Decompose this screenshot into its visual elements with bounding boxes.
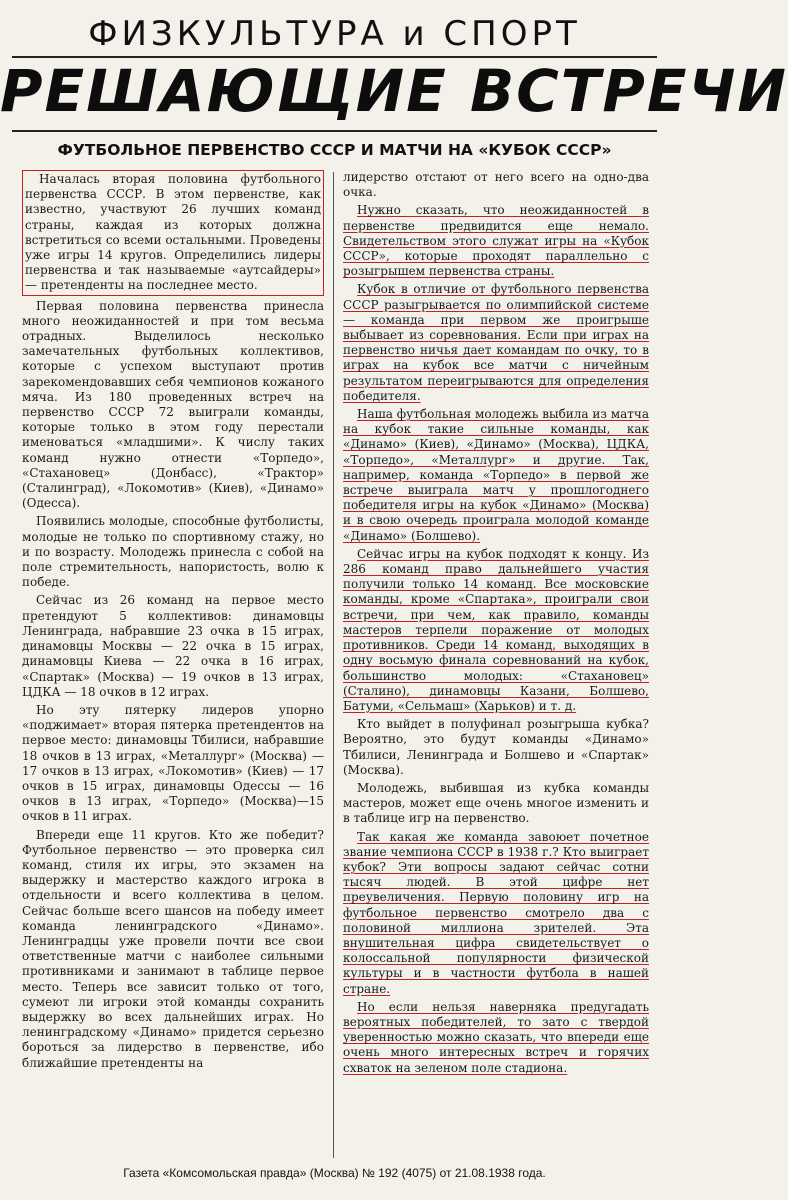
paragraph: Кубок в отличие от футбольного первенства СССР разыгрывается по олимпийской системе — команда при первом же проигрыше выбывает из соревнования. Если при играх на первенство ничья дает командам по очку, то в играх на кубок все матчи с ничейным результатом переигрываются для определения победителя. [343,282,649,403]
paragraph: Молодежь, выбившая из кубка команды мастеров, может еще очень многое изменить и в таблице игр на первенство. [343,780,649,826]
section-title: ФИЗКУЛЬТУРА и СПОРТ [88,14,581,54]
paragraph: Началась вторая половина футбольного первенства СССР. В этом первенстве, как известно, участвуют 26 лучших команд страны, каждая из которых должна встретиться со всеми остальными. Проведены уже игры 14 кругов. Определились лидеры первенства и так называемые «аутсайдеры» — претенденты на последнее место. [22,170,324,296]
paragraph: Первая половина первенства принесла много неожиданностей и при том весьма отрадных. Выделилось несколько замечательных футбольных коллективов, которые с успехом выступают против зарекомендовавших себя чемпионов кожаного мяча. Из 180 проведенных встреч на первенство СССР 72 выиграли команды, которые только в этом году перестали именоваться «младшими». К числу таких команд нужно отнести «Торпедо», «Стахановец» (Донбасс), «Трактор» (Сталинград), «Локомотив» (Киев), «Динамо» (Одесса). [22,298,324,511]
paragraph: лидерство отстают от него всего на одно-два очка. [343,170,649,200]
source-caption: Газета «Комсомольская правда» (Москва) № 192 (4075) от 21.08.1938 года. [123,1166,546,1180]
paragraph: Наша футбольная молодежь выбила из матча на кубок такие сильные команды, как «Динамо» (Киев), «Динамо» (Москва), ЦДКА, «Торпедо», «Металлург» и другие. Так, например, команда «Торпедо» в первой же встрече выиграла матч у прошлогоднего победителя игры на кубок «Динамо» (Москва) и в свою очередь проиграла молодой команде «Динамо» (Болшево). [343,407,649,543]
paragraph: Так какая же команда завоюет почетное звание чемпиона СССР в 1938 г.? Кто выиграет кубок? Эти вопросы задают сейчас сотни тысяч людей. В этой цифре нет преувеличения. Первую половину игр на футбольное первенство смотрело два с половиной миллиона зрителей. Эта внушительная цифра свидетельствует о колоссальной популярности физической культуры и в частности футбола в нашей стране. [343,829,649,996]
paragraph: Сейчас игры на кубок подходят к концу. Из 286 команд право дальнейшего участия получили только 14 команд. Все московские команды, кроме «Спартака», проиграли свои встречи, при чем, как правило, команды мастеров терпели поражение от молодых противников. Среди 14 команд, выходящих в одну восьмую финала соревнований на кубок, большинство молодых: «Стахановец» (Сталино), динамовцы Казани, Болшево, Батуми, «Сельмаш» (Харьков) и т. д. [343,546,649,713]
paragraph: Сейчас из 26 команд на первое место претендуют 5 коллективов: динамовцы Ленинграда, набравшие 23 очка в 15 играх, динамовцы Москвы — 22 очка в 15 играх, динамовцы Киева — 22 очка в 16 играх, «Спартак» (Москва) — 19 очков в 13 играх, ЦДКА — 18 очков в 12 играх. [22,593,324,699]
article-column-left [22,170,324,1160]
paragraph: Но если нельзя наверняка предугадать вероятных победителей, то зато с твердой уверенностью можно сказать, что впереди еще очень много интересных встреч и горячих схваток на зеленом поле стадиона. [343,999,649,1075]
paragraph: Появились молодые, способные футболисты, молодые не только по спортивному стажу, но и по возрасту. Молодежь принесла с собой на поле стремительность, напористость, волю к победе. [22,514,324,590]
subheadline: ФУТБОЛЬНОЕ ПЕРВЕНСТВО СССР И МАТЧИ НА «КУБОК СССР» [57,141,612,159]
article-column-right [343,170,649,1160]
paragraph: Но эту пятерку лидеров упорно «поджимает» вторая пятерка претендентов на первое место: динамовцы Тбилиси, набравшие 18 очков в 13 играх, «Металлург» (Москва) — 17 очков в 13 играх, «Локомотив» (Киев) — 17 очков в 15 играх, динамовцы Одессы — 16 очков в 13 играх, «Торпедо» (Москва)—15 очков в 11 играх. [22,702,324,824]
paragraph: Кто выйдет в полуфинал розыгрыша кубка? Вероятно, это будут команды «Динамо» Тбилиси, Ленинграда и Болшево и «Спартак» (Москва). [343,717,649,777]
headline-rule [12,130,657,132]
headline: РЕШАЮЩИЕ ВСТРЕЧИ [0,57,788,125]
column-divider [333,172,334,1158]
paragraph: Нужно сказать, что неожиданностей в первенстве предвидится еще немало. Свидетельством этого служат игры на «Кубок СССР», которые проходят параллельно с розыгрышем первенства страны. [343,203,649,279]
paragraph: Впереди еще 11 кругов. Кто же победит? Футбольное первенство — это проверка сил команд, стиля их игры, это экзамен на выдержку и мастерство каждого игрока в отдельности и всего коллектива в целом. Сейчас больше всего шансов на победу имеет команда ленинградского «Динамо». Ленинградцы уже провели почти все свои ответственные матчи с наиболее сильными противниками и занимают в таблице первое место. Теперь все зависит только от того, сумеют ли игроки этой команды сохранить выдержку во всех дальнейших играх. Но ленинградскому «Динамо» придется серьезно бороться за лидерство в первенстве, ибо ближайшие претенденты на [22,827,324,1070]
